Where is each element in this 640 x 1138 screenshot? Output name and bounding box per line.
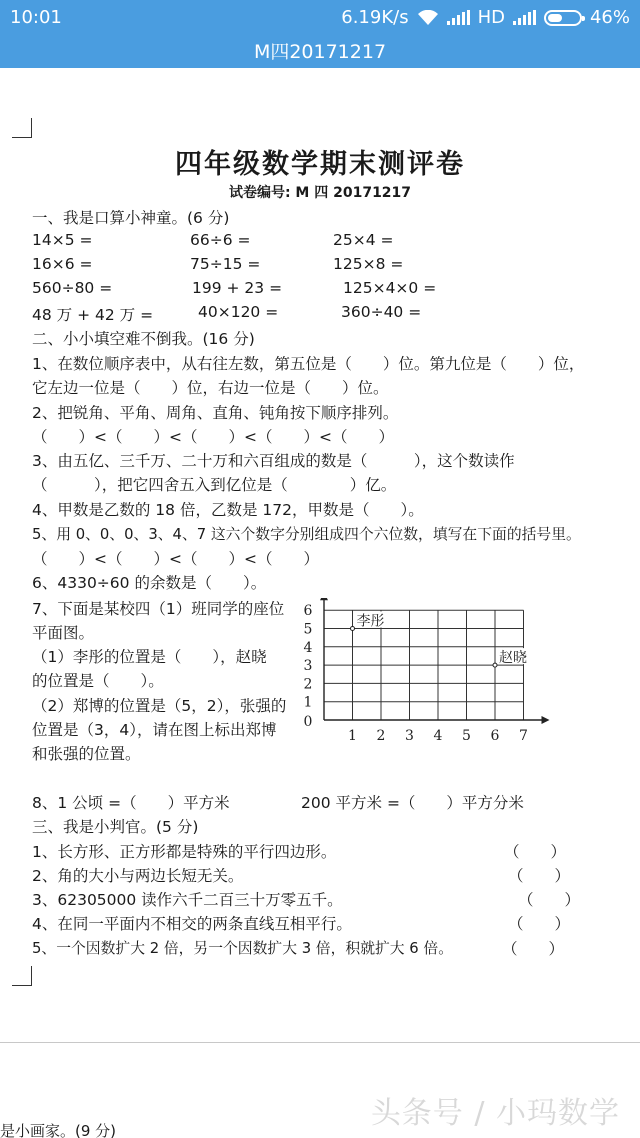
page-divider — [0, 1042, 640, 1043]
document-title-bar[interactable] — [0, 36, 640, 68]
y-axis-arrow — [320, 598, 328, 600]
y-tick-label: 1 — [303, 694, 313, 711]
question-7-line: （1）李彤的位置是（ ），赵晓 — [32, 648, 267, 666]
question-6: 6、4330÷60 的余数是（ ）。 — [32, 574, 267, 592]
status-right — [341, 7, 630, 28]
seating-grid-chart — [296, 598, 556, 748]
question-3-cont: （ ），把它四舍五入到亿位是（ ）亿。 — [32, 476, 397, 494]
page-corner-mark — [12, 118, 32, 138]
y-tick-label: 6 — [303, 603, 313, 620]
judge-blank: （ ） — [518, 891, 581, 909]
question-5: 5、用 0、0、0、3、4、7 这六个数字分别组成四个六位数，填写在下面的括号里。 — [32, 526, 581, 543]
wifi-icon — [417, 10, 439, 26]
y-tick-label: 3 — [303, 658, 313, 675]
judge-item: 1、长方形、正方形都是特殊的平行四边形。 — [32, 843, 337, 861]
signal-icon — [447, 10, 470, 25]
watermark-text: 头条号 / 小玛数学 — [370, 1096, 620, 1131]
question-8-b: 200 平方米 =（ ）平方分米 — [301, 794, 524, 812]
x-tick-label: 7 — [519, 728, 528, 744]
page-corner-mark-2 — [12, 966, 32, 986]
judge-blank: （ ） — [508, 915, 571, 933]
section-2-heading: 二、小小填空难不倒我。(16 分) — [32, 330, 255, 348]
battery-percent: 46% — [589, 7, 630, 28]
calc-item: 14×5 = — [32, 231, 93, 249]
x-tick-label: 3 — [405, 728, 414, 744]
judge-blank: （ ） — [508, 867, 571, 885]
question-7-line: 7、下面是某校四（1）班同学的座位 — [32, 600, 285, 618]
judge-item: 5、一个因数扩大 2 倍，另一个因数扩大 3 倍，积就扩大 6 倍。 — [32, 940, 454, 957]
question-7-line: 和张强的位置。 — [32, 745, 141, 763]
network-type: HD — [477, 7, 505, 28]
status-bar — [0, 0, 640, 36]
calc-item: 66÷6 = — [190, 231, 251, 249]
x-tick-label: 4 — [433, 728, 443, 744]
y-tick-label: 4 — [303, 639, 313, 656]
calc-item: 125×8 = — [333, 255, 404, 273]
judge-blank: （ ） — [502, 940, 565, 958]
judge-blank: （ ） — [504, 843, 567, 861]
data-point-label: 赵晓 — [499, 650, 527, 667]
x-tick-label: 6 — [490, 728, 500, 744]
section-3-heading: 三、我是小判官。(5 分) — [32, 818, 199, 836]
judge-item: 2、角的大小与两边长短无关。 — [32, 867, 244, 885]
question-8-a: 8、1 公顷 =（ ）平方米 — [32, 794, 230, 812]
data-point — [351, 627, 355, 631]
question-3: 3、由五亿、三千万、二十万和六百组成的数是（ ），这个数读作 — [32, 452, 515, 470]
calc-item: 16×6 = — [32, 255, 93, 273]
net-speed: 6.19K/s — [341, 7, 409, 28]
question-2-blanks: （ ）<（ ）<（ ）<（ ）<（ ） — [32, 428, 394, 446]
calc-item: 199 + 23 = — [192, 279, 283, 297]
battery-icon — [544, 10, 582, 26]
document-title: M四20171217 — [253, 41, 387, 63]
section-4-heading-partial: 是小画家。(9 分) — [0, 1122, 117, 1138]
calc-item: 75÷15 = — [190, 255, 261, 273]
question-5-blanks: （ ）<（ ）<（ ）<（ ） — [32, 550, 319, 568]
signal-icon-2 — [513, 10, 536, 25]
x-axis-arrow — [542, 716, 550, 724]
y-tick-label: 2 — [303, 676, 313, 693]
question-7-line: （2）郑博的位置是（5，2），张强的 — [32, 697, 287, 715]
question-7-line: 平面图。 — [32, 624, 95, 642]
question-1-cont: 它左边一位是（ ）位，右边一位是（ ）位。 — [32, 379, 389, 397]
question-4: 4、甲数是乙数的 18 倍，乙数是 172，甲数是（ ）。 — [32, 501, 424, 519]
question-7-line: 的位置是（ ）。 — [32, 672, 164, 690]
y-tick-label: 5 — [303, 621, 313, 638]
x-tick-label: 2 — [376, 728, 386, 744]
calc-item: 125×4×0 = — [343, 279, 437, 297]
calc-item: 360÷40 = — [341, 303, 422, 321]
question-7-line: 位置是（3，4），请在图上标出郑博 — [32, 721, 277, 739]
question-1: 1、在数位顺序表中，从右往左数，第五位是（ ）位。第九位是（ ）位， — [32, 355, 585, 373]
calc-item: 40×120 = — [198, 303, 279, 321]
question-2: 2、把锐角、平角、周角、直角、钝角按下顺序排列。 — [32, 404, 399, 422]
status-time: 10:01 — [10, 7, 62, 28]
data-point — [493, 663, 497, 667]
calc-item: 48 万 + 42 万 = — [32, 306, 154, 324]
judge-item: 4、在同一平面内不相交的两条直线互相平行。 — [32, 915, 352, 933]
x-tick-label: 1 — [348, 728, 357, 744]
x-tick-label: 5 — [462, 728, 471, 744]
origin-label: 0 — [303, 714, 313, 730]
section-1-heading: 一、我是口算小神童。(6 分) — [32, 209, 230, 227]
calc-item: 560÷80 = — [32, 279, 113, 297]
exam-title: 四年级数学期末测评卷 — [175, 149, 465, 180]
judge-item: 3、62305000 读作六千二百三十万零五千。 — [32, 891, 343, 909]
calc-item: 25×4 = — [333, 231, 394, 249]
data-point-label: 李彤 — [356, 613, 385, 630]
exam-code: 试卷编号: M 四 20171217 — [228, 185, 412, 201]
